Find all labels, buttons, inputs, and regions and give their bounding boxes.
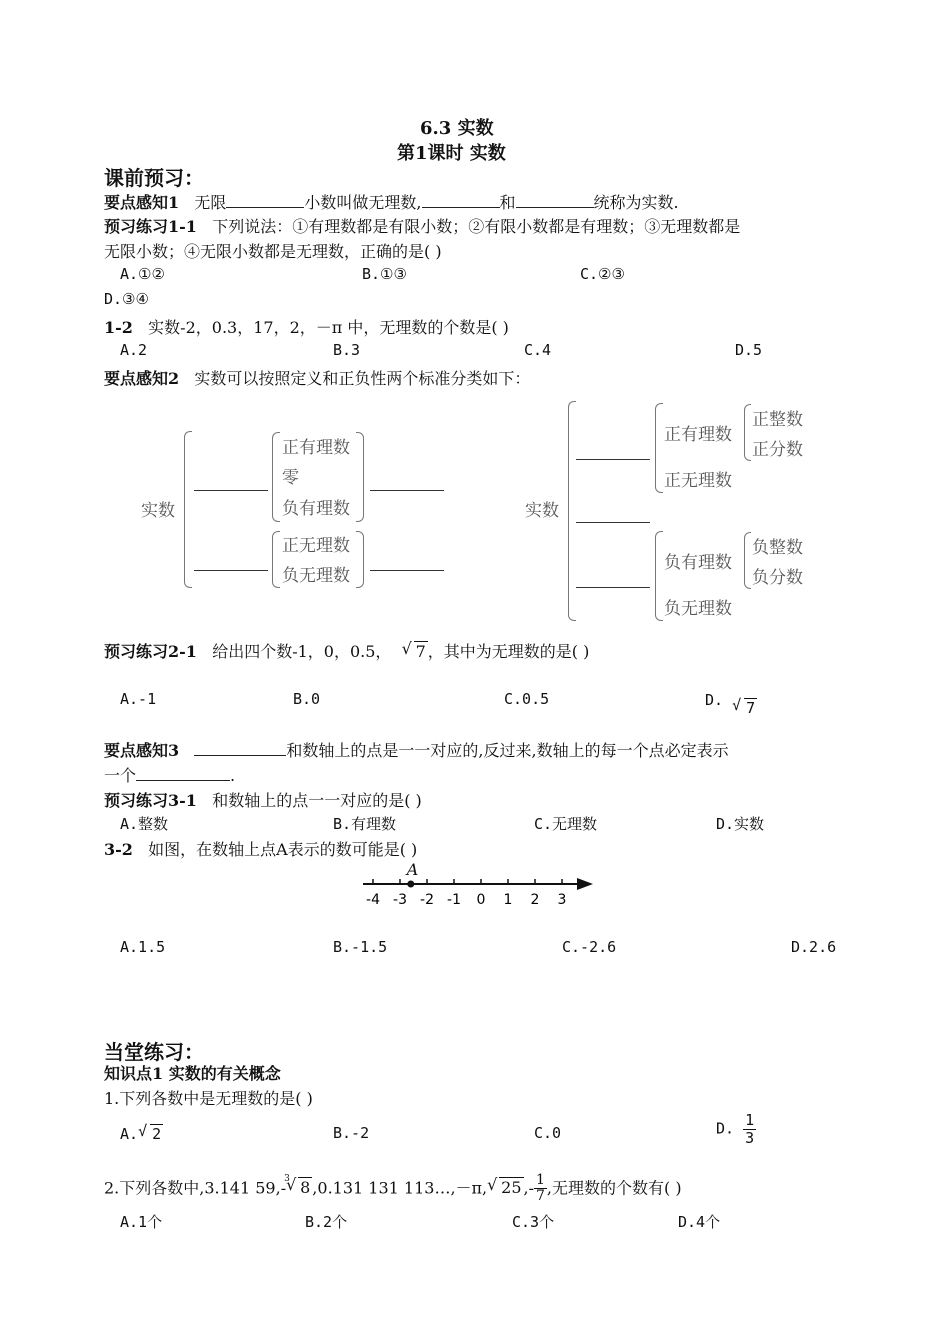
- tree-root: 实数: [525, 501, 559, 521]
- blank-line[interactable]: [194, 570, 268, 571]
- option-b[interactable]: B.-1.5: [333, 938, 388, 956]
- blank-line[interactable]: [576, 459, 650, 460]
- tick-label: -2: [420, 892, 434, 908]
- blank-line[interactable]: [370, 490, 444, 491]
- option-d[interactable]: D. $\frac{1}{3}$: [716, 1111, 755, 1147]
- tick-label: 2: [530, 892, 540, 908]
- option-d[interactable]: D.实数: [716, 815, 765, 833]
- tree-root: 实数: [141, 501, 175, 521]
- key-point-3: 要点感知3 和数轴上的点是一一对应的,反过来,数轴上的每一个点必定表示: [104, 741, 729, 760]
- blank-line[interactable]: [194, 490, 268, 491]
- blank-line[interactable]: [370, 570, 444, 571]
- option-a[interactable]: A.2: [120, 341, 148, 359]
- point-a-label: A: [406, 860, 419, 879]
- brace: [744, 404, 751, 461]
- brace: [356, 531, 364, 588]
- blank-line[interactable]: [576, 587, 650, 588]
- option-b[interactable]: B.0: [293, 690, 321, 708]
- option-c[interactable]: C.②③: [580, 265, 625, 283]
- tree-item: 负有理数: [282, 499, 350, 519]
- blank[interactable]: [194, 741, 286, 756]
- blank-line[interactable]: [576, 522, 650, 523]
- exercise-3-2: 3-2 如图，在数轴上点A表示的数可能是( ): [104, 840, 418, 859]
- number-line: [355, 858, 605, 910]
- tree-item: 正分数: [752, 440, 803, 460]
- option-b[interactable]: B.①③: [362, 265, 407, 283]
- option-b[interactable]: B.-2: [333, 1124, 370, 1142]
- lesson-subtitle: 第1课时 实数: [397, 143, 506, 164]
- brace: [744, 532, 751, 589]
- option-a[interactable]: A.-1: [120, 690, 157, 708]
- exercise-1-2: 1-2 实数-2，0.3，17，2，－π 中，无理数的个数是( ): [104, 318, 509, 337]
- brace: [655, 531, 663, 621]
- lesson-number-title: 6.3 实数: [420, 118, 494, 139]
- exercise-2-1: 预习练习2-1 给出四个数-1，0，0.5， √ 7 ，其中为无理数的是( ): [104, 639, 589, 662]
- question-2: 2.下列各数中,3.141 59,- 3 √ 8 ,0.131 131 113…,－π,√ 25 ,- $\frac{1}{7}$ ,无理数的个数有( ): [104, 1173, 682, 1205]
- exercise-1-1-cont: 无限小数；④无限小数都是无理数，正确的是( ): [104, 242, 442, 261]
- tree-item: 正无理数: [664, 471, 732, 491]
- tick-label: -1: [447, 892, 461, 908]
- practice-heading: 当堂练习：: [104, 1040, 204, 1064]
- knowledge-point-1: 知识点1 实数的有关概念: [104, 1064, 281, 1083]
- tick-label: 3: [557, 892, 567, 908]
- option-a[interactable]: A.整数: [120, 815, 169, 833]
- option-a[interactable]: A.√ 2: [120, 1124, 163, 1143]
- tree-item: 正有理数: [664, 425, 732, 445]
- option-c[interactable]: C.0: [534, 1124, 562, 1142]
- tick-label: -3: [393, 892, 407, 908]
- tree-item: 正有理数: [282, 438, 350, 458]
- option-c[interactable]: C.4: [524, 341, 552, 359]
- tick-label: -4: [366, 892, 380, 908]
- big-brace: [184, 431, 192, 588]
- option-d[interactable]: D. √ 7: [705, 690, 757, 709]
- option-d[interactable]: D.2.6: [791, 938, 837, 956]
- blank[interactable]: [422, 193, 500, 208]
- brace: [356, 432, 364, 522]
- key-point-2: 要点感知2 实数可以按照定义和正负性两个标准分类如下：: [104, 369, 531, 388]
- tree-item: 负无理数: [664, 599, 732, 619]
- blank[interactable]: [516, 193, 594, 208]
- tree-item: 负分数: [752, 568, 803, 588]
- option-c[interactable]: C.无理数: [534, 815, 598, 833]
- blank[interactable]: [136, 766, 230, 781]
- key-point-1: 要点感知1 无限 小数叫做无理数, 和 统称为实数.: [104, 193, 679, 212]
- tick-label: 1: [503, 892, 513, 908]
- tick-label: 0: [476, 892, 486, 908]
- sqrt-expression: √ 7: [402, 641, 428, 661]
- option-d[interactable]: D.5: [735, 341, 763, 359]
- point-a-dot: [407, 881, 414, 888]
- tree-item: 零: [282, 468, 299, 488]
- axis-arrow: [577, 878, 593, 890]
- key-point-3-cont: 一个 .: [104, 766, 236, 785]
- option-c[interactable]: C.-2.6: [562, 938, 617, 956]
- tree-item: 正整数: [752, 410, 803, 430]
- brace: [655, 403, 663, 493]
- brace: [272, 531, 280, 588]
- tree-item: 负整数: [752, 538, 803, 558]
- exercise-3-1: 预习练习3-1 和数轴上的点一一对应的是( ): [104, 791, 422, 810]
- option-d[interactable]: D.4个: [678, 1213, 721, 1231]
- option-a[interactable]: A.1个: [120, 1213, 163, 1231]
- option-b[interactable]: B.有理数: [333, 815, 397, 833]
- option-c[interactable]: C.3个: [512, 1213, 555, 1231]
- tree-item: 负无理数: [282, 566, 350, 586]
- blank[interactable]: [226, 193, 304, 208]
- option-a[interactable]: A.①②: [120, 265, 165, 283]
- tree-item: 负有理数: [664, 553, 732, 573]
- tree-item: 正无理数: [282, 536, 350, 556]
- option-b[interactable]: B.3: [333, 341, 361, 359]
- option-b[interactable]: B.2个: [305, 1213, 348, 1231]
- question-1: 1.下列各数中是无理数的是( ): [104, 1089, 313, 1108]
- big-brace: [568, 401, 576, 621]
- option-d[interactable]: D.③④: [104, 290, 149, 308]
- option-a[interactable]: A.1.5: [120, 938, 166, 956]
- exercise-1-1: 预习练习1-1 下列说法：①有理数都是有限小数；②有限小数都是有理数；③无理数都是: [104, 217, 741, 236]
- preview-heading: 课前预习：: [104, 166, 204, 190]
- brace: [272, 432, 280, 522]
- option-c[interactable]: C.0.5: [504, 690, 550, 708]
